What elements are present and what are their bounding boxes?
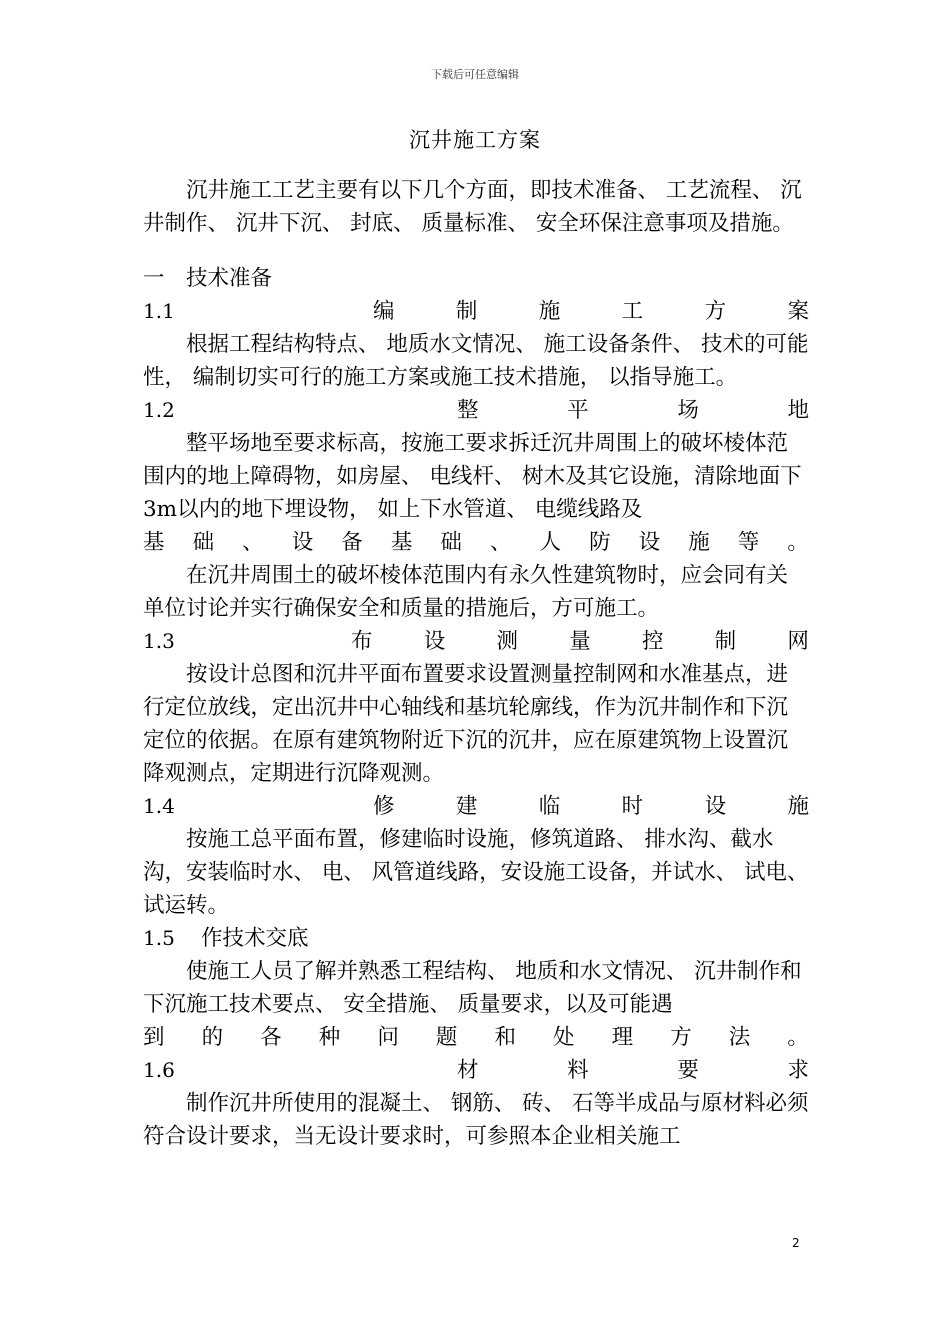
line-char: 设 (291, 530, 314, 555)
subsection-heading-1-2 (143, 394, 809, 427)
subsection-title-spread (351, 625, 809, 658)
heading-char: 地 (787, 398, 809, 423)
line-char: 基 (390, 530, 413, 555)
heading-char: 修 (373, 794, 395, 819)
heading-char: 测 (496, 629, 518, 654)
subsection-title-spread (457, 1054, 809, 1087)
line-char: 。 (787, 530, 809, 555)
subsection-title: 作技术交底 (201, 926, 309, 951)
subsection-number: 1.3 (143, 629, 175, 653)
line-char: 各 (260, 1025, 282, 1050)
heading-char: 施 (538, 299, 561, 324)
subsection-heading-1-1 (143, 295, 809, 328)
heading-char: 设 (423, 629, 446, 654)
heading-char: 料 (567, 1058, 589, 1083)
heading-char: 工 (621, 299, 644, 324)
paragraph-text: 以内的地下埋设物， 如上下水管道、 电缆线路及 (177, 497, 643, 522)
justified-line (143, 1021, 809, 1054)
heading-char: 场 (677, 398, 699, 423)
line-char: 础 (440, 530, 462, 555)
line-char: 备 (341, 530, 363, 555)
line-char: 方 (670, 1025, 692, 1050)
line-char: 、 (489, 530, 512, 555)
justified-line (143, 526, 809, 559)
unit-text: 3m (143, 497, 178, 522)
heading-char: 平 (567, 398, 589, 423)
line-char: 处 (553, 1025, 575, 1050)
line-char: 设 (638, 530, 661, 555)
line-char: 施 (688, 530, 710, 555)
heading-char: 网 (787, 629, 809, 654)
line-char: 基 (143, 530, 165, 555)
subsection-number: 1.2 (143, 398, 175, 422)
heading-char: 量 (569, 629, 591, 654)
heading-char: 建 (455, 794, 478, 819)
line-char: 问 (377, 1025, 399, 1050)
paragraph-1-3: 按设计总图和沉井平面布置要求设置测量控制网和水准基点，进行定位放线，定出沉井中心轴线和基坑轮廓线，作为沉井制作和下沉定位的依据。在原有建筑物附近下沉的沉井，应在原建筑物上设置沉降观测点，定期进行沉降观测。 (143, 662, 789, 786)
heading-char: 布 (351, 629, 373, 654)
heading-char: 整 (457, 398, 479, 423)
heading-char: 要 (677, 1058, 699, 1083)
paragraph-1-5: 使施工人员了解并熟悉工程结构、 地质和水文情况、 沉井制作和下沉施工技术要点、 安全措施、 质量要求，以及可能遇 (143, 959, 802, 1017)
subsection-heading-1-5 (143, 922, 809, 955)
line-char: 。 (787, 1025, 809, 1050)
subsection-heading-1-3 (143, 625, 809, 658)
subsection-number: 1.4 (143, 794, 175, 818)
line-char: 础 (192, 530, 215, 555)
subsection-number: 1.1 (143, 299, 175, 323)
page-number: 2 (792, 1236, 800, 1250)
paragraph-1-2-b: 在沉井周围土的破坏棱体范围内有永久性建筑物时，应会同有关单位讨论并实行确保安全和质量的措施后，方可施工。 (143, 563, 789, 621)
subsection-title-spread (373, 790, 809, 823)
page-header: 下载后可任意编辑 (431, 68, 519, 81)
line-char: 理 (611, 1025, 634, 1050)
heading-char: 施 (787, 794, 809, 819)
paragraph-1-2 (143, 427, 809, 526)
line-char: 等 (737, 530, 760, 555)
heading-char: 方 (704, 299, 727, 324)
heading-char: 控 (641, 629, 664, 654)
line-char: 和 (494, 1025, 516, 1050)
subsection-number: 1.6 (143, 1058, 175, 1082)
paragraph-1-4: 按施工总平面布置，修建临时设施，修筑道路、 排水沟、截水沟，安装临时水、 电、 风管道线路，安设施工设备，并试水、 试电、 试运转。 (143, 827, 809, 918)
line-char: 题 (435, 1025, 458, 1050)
heading-char: 临 (538, 794, 561, 819)
heading-char: 编 (373, 299, 395, 324)
document-title: 沉井施工方案 (409, 128, 541, 152)
heading-char: 制 (455, 299, 478, 324)
heading-char: 制 (714, 629, 737, 654)
document-body (143, 174, 809, 1153)
heading-char: 时 (621, 794, 644, 819)
subsection-title-spread (457, 394, 809, 427)
intro-paragraph: 沉井施工工艺主要有以下几个方面，即技术准备、 工艺流程、 沉井制作、 沉井下沉、 封底、 质量标准、 安全环保注意事项及措施。 (143, 178, 802, 236)
subsection-heading-1-4 (143, 790, 809, 823)
section-heading-1: 一 技术准备 (143, 266, 273, 291)
subsection-heading-1-6 (143, 1054, 809, 1087)
heading-char: 设 (704, 794, 727, 819)
paragraph-text: 整平场地至要求标高，按施工要求拆迁沉井周围上的破坏棱体范围内的地上障碍物，如房屋、 电线杆、 树木及其它设施，清除地面下 (143, 431, 802, 489)
heading-char: 材 (457, 1058, 479, 1083)
paragraph-1-1: 根据工程结构特点、 地质水文情况、 施工设备条件、 技术的可能性， 编制切实可行的施工方案或施工技术措施， 以指导施工。 (143, 332, 809, 390)
line-char: 、 (242, 530, 264, 555)
line-char: 种 (318, 1025, 341, 1050)
line-char: 法 (728, 1025, 751, 1050)
heading-char: 案 (787, 299, 809, 324)
line-char: 的 (201, 1025, 224, 1050)
line-char: 到 (143, 1025, 165, 1050)
subsection-number: 1.5 (143, 926, 175, 950)
subsection-title-spread (373, 295, 809, 328)
line-char: 人 (539, 530, 562, 555)
heading-char: 求 (787, 1058, 809, 1083)
paragraph-1-6: 制作沉井所使用的混凝土、 钢筋、 砖、 石等半成品与原材料必须符合设计要求，当无设计要求时，可参照本企业相关施工 (143, 1091, 809, 1149)
line-char: 防 (589, 530, 611, 555)
